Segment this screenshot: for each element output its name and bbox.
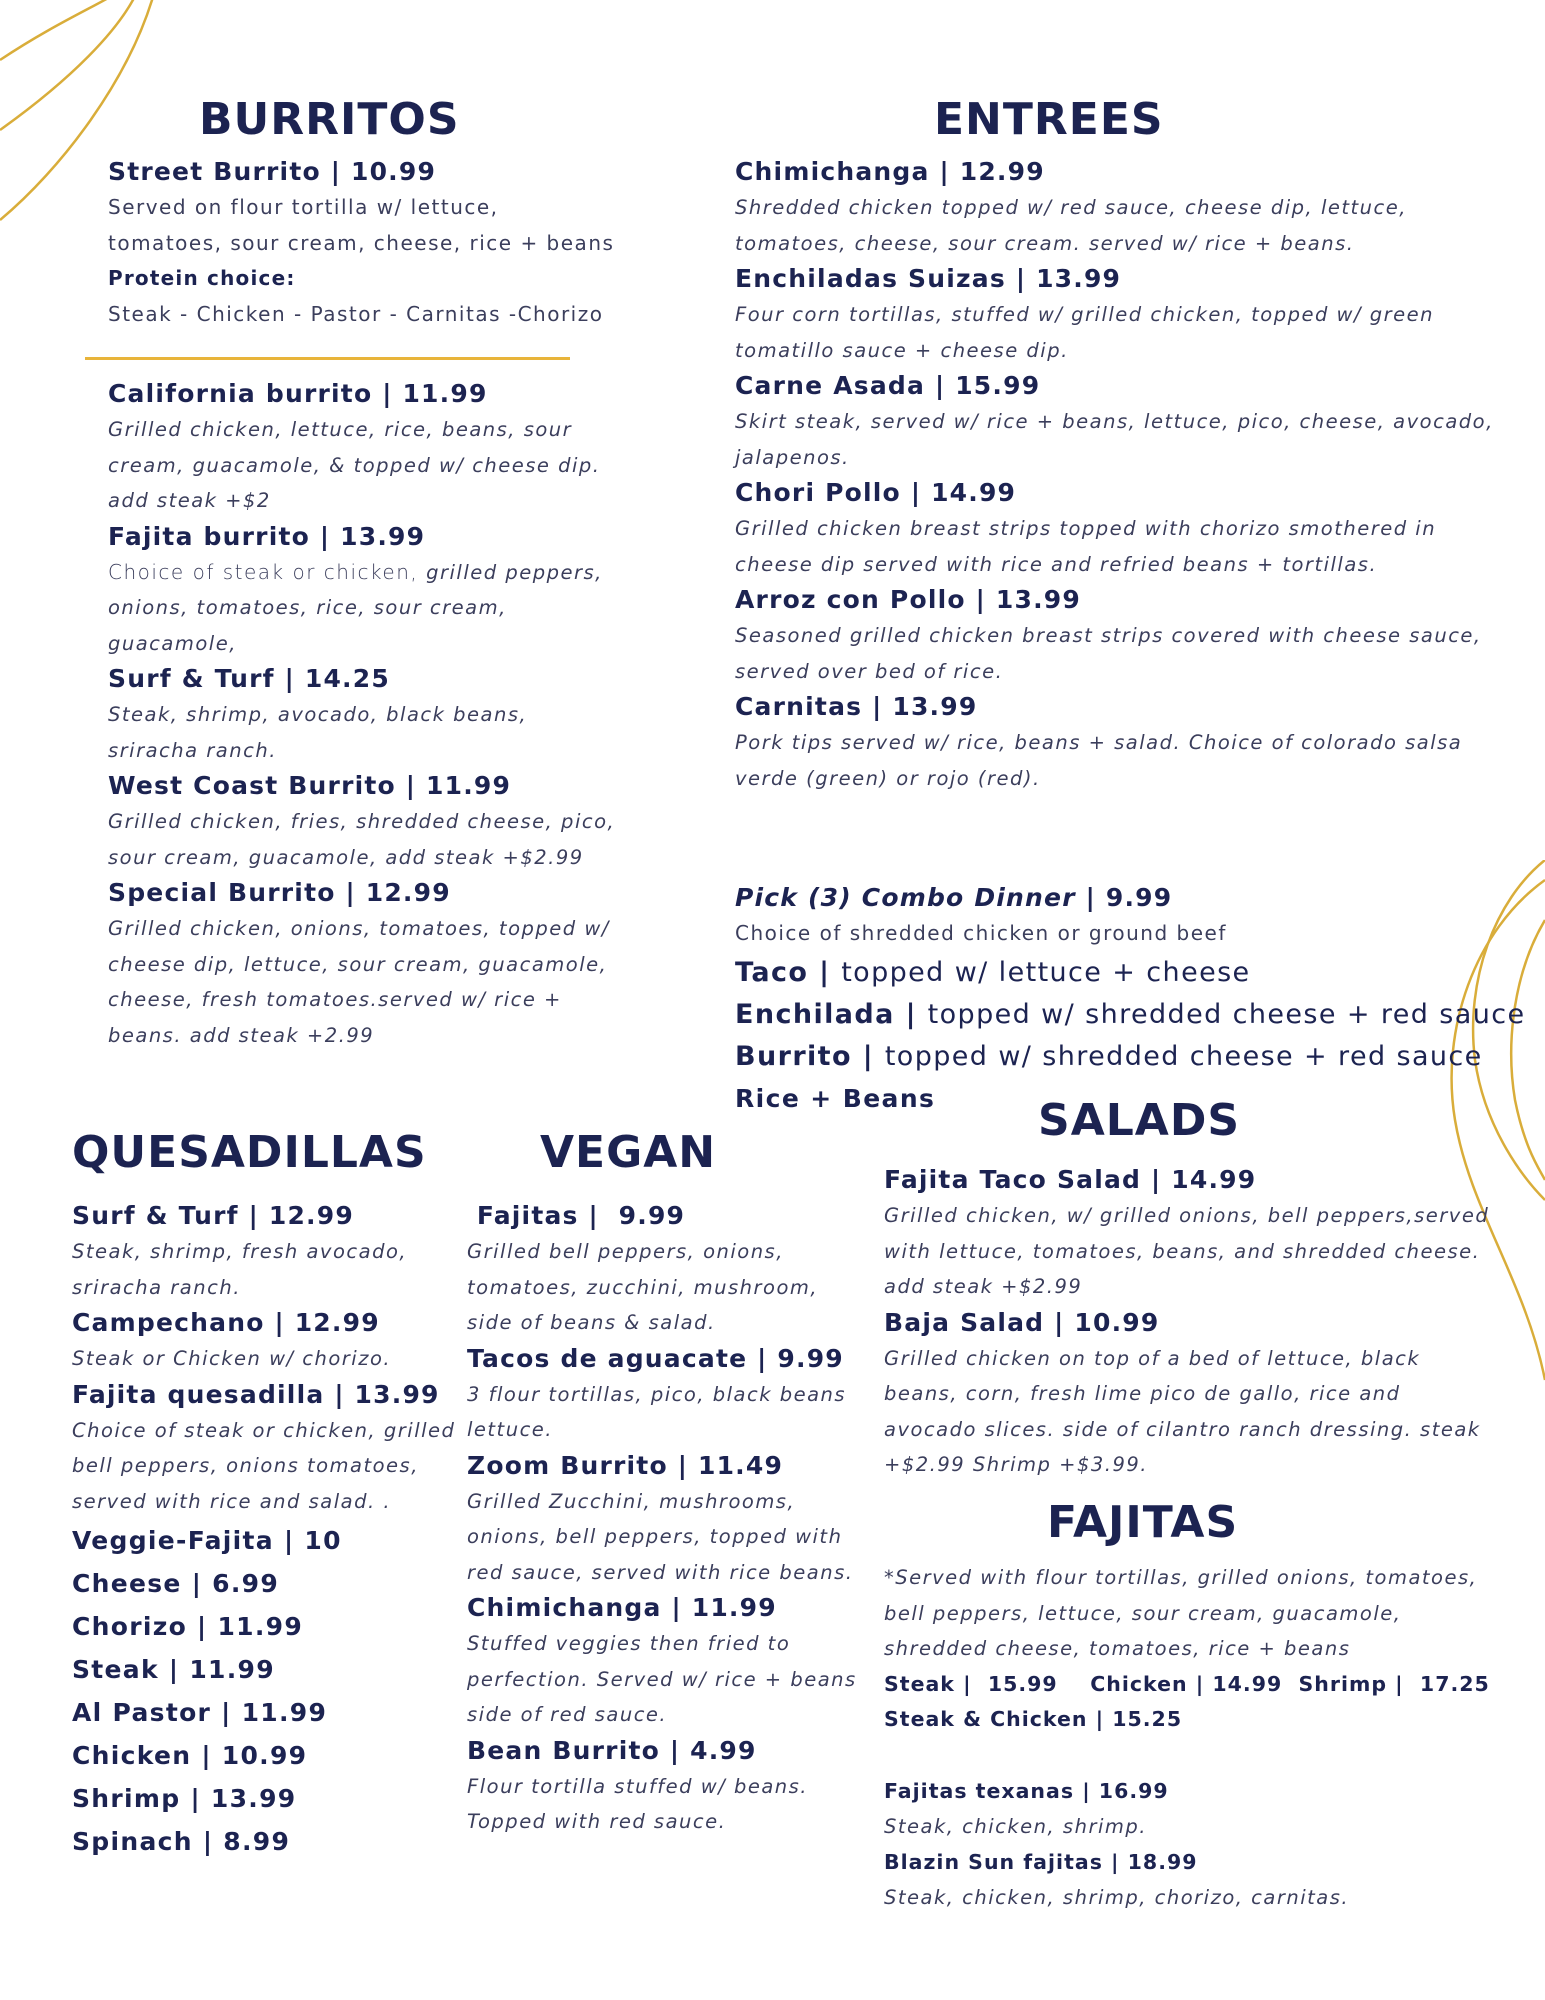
combo-line-label: Enchilada |: [735, 998, 928, 1030]
menu-item: [467, 1590, 867, 1733]
menu-item: [467, 1198, 867, 1341]
quesadilla-simple-item: Chicken | 10.99: [72, 1741, 308, 1770]
burritos-divider: [85, 357, 570, 360]
menu-item: [108, 376, 648, 519]
item-description: Grilled chicken on top of a bed of lettuce, black beans, corn, fresh lime pico de gallo, rice and avocado slices. side of cilantro ranch dressing. steak +$2.99 Shrimp +$3.99.: [884, 1346, 1481, 1476]
item-description-plain: Choice of steak or chicken,: [108, 559, 427, 584]
quesadilla-simple-item: Cheese | 6.99: [72, 1569, 280, 1598]
burritos-title: BURRITOS: [199, 94, 460, 145]
item-name: Surf & Turf | 12.99: [72, 1201, 354, 1230]
fajitas-description: *Served with flour tortillas, grilled onions, tomatoes, bell peppers, lettuce, sour cream, guacamole, shredded cheese, tomatoes, rice + beans: [884, 1566, 1478, 1660]
item-description: 3 flour tortillas, pico, black beans lettuce.: [467, 1382, 847, 1441]
burritos-items: [108, 376, 648, 1053]
item-description: Served on flour tortilla w/ lettuce, tomatoes, sour cream, cheese, rice + beans: [108, 195, 615, 255]
vegan-title: VEGAN: [540, 1127, 717, 1178]
protein-options: Steak - Chicken - Pastor - Carnitas -Chorizo: [108, 301, 604, 326]
menu-item: [735, 368, 1505, 475]
item-description: Grilled chicken, fries, shredded cheese, pico, sour cream, guacamole, add steak +$2.99: [108, 810, 616, 869]
item-name: Special Burrito | 12.99: [108, 878, 451, 907]
item-name: Carne Asada | 15.99: [735, 371, 1041, 400]
item-description: [108, 555, 628, 662]
menu-item: [108, 661, 648, 768]
item-name: Bean Burrito | 4.99: [467, 1735, 757, 1765]
item-description: Grilled bell peppers, onions, tomatoes, zucchini, mushroom, side of beans & salad.: [467, 1240, 819, 1334]
menu-item: [735, 475, 1505, 582]
item-description: Skirt steak, served w/ rice + beans, lettuce, pico, cheese, avocado, jalapenos.: [735, 410, 1494, 469]
item-description: Steak, shrimp, fresh avocado, sriracha ranch.: [72, 1240, 408, 1299]
item-name: Fajita quesadilla | 13.99: [72, 1379, 440, 1409]
item-description: Seasoned grilled chicken breast strips covered with cheese sauce, served over bed of rice.: [735, 624, 1482, 683]
menu-item: [108, 154, 638, 332]
item-name: Street Burrito | 10.99: [108, 157, 437, 186]
menu-item: [735, 582, 1505, 689]
item-name: Carnitas | 13.99: [735, 692, 978, 721]
item-description: Shredded chicken topped w/ red sauce, cheese dip, lettuce, tomatoes, cheese, sour cream. served w/ rice + beans.: [735, 196, 1407, 255]
combo-line-text: topped w/ shredded cheese + red sauce: [927, 998, 1526, 1030]
item-description: Steak or Chicken w/ chorizo.: [72, 1347, 392, 1370]
combo-name: Pick (3) Combo Dinner: [735, 883, 1076, 912]
menu-item: [735, 689, 1505, 796]
combo-line: [735, 994, 1526, 1036]
menu-item: [72, 1377, 462, 1520]
menu-item: [735, 154, 1505, 261]
item-name: Fajita Taco Salad | 14.99: [884, 1165, 1257, 1194]
item-name: Surf & Turf | 14.25: [108, 664, 390, 693]
item-description: Steak, shrimp, avocado, black beans, sriracha ranch.: [108, 703, 528, 762]
item-description: Choice of steak or chicken, grilled bell peppers, onions tomatoes, served with rice and salad. .: [72, 1418, 456, 1513]
vegan-column: [467, 1198, 867, 1840]
item-name: Campechano | 12.99: [72, 1308, 380, 1337]
item-name: Chimichanga | 11.99: [467, 1593, 777, 1622]
combo-description: Choice of shredded chicken or ground beef: [735, 921, 1227, 945]
item-name: Arroz con Pollo | 13.99: [735, 585, 1081, 614]
item-name: Baja Salad | 10.99: [884, 1307, 1160, 1337]
fajitas-prices: Steak & Chicken | 15.25: [884, 1707, 1183, 1731]
quesadillas-column: [72, 1198, 462, 1863]
quesadilla-simple-item: Shrimp | 13.99: [72, 1784, 297, 1813]
item-name: Chori Pollo | 14.99: [735, 478, 1017, 507]
item-name: Fajita burrito | 13.99: [108, 521, 426, 551]
item-description-italic: grilled peppers, onions, tomatoes, rice, sour cream, guacamole,: [108, 560, 603, 655]
item-description: Steak, chicken, shrimp.: [884, 1815, 1147, 1838]
item-name: Chimichanga | 12.99: [735, 157, 1045, 186]
salads-title: SALADS: [1038, 1095, 1241, 1146]
fajitas-prices: Steak | 15.99 Chicken | 14.99 Shrimp | 17.25: [884, 1671, 1490, 1696]
combo-line-label: Rice + Beans: [735, 1083, 936, 1113]
combo-section: [735, 880, 1526, 1120]
quesadilla-simple-item: Veggie-Fajita | 10: [72, 1526, 342, 1555]
combo-price: | 9.99: [1075, 883, 1173, 912]
item-name: West Coast Burrito | 11.99: [108, 771, 512, 800]
salads-column: [884, 1162, 1504, 1483]
item-description: Pork tips served w/ rice, beans + salad. Choice of colorado salsa verde (green) or rojo (red).: [735, 731, 1463, 790]
item-description: Four corn tortillas, stuffed w/ grilled chicken, topped w/ green tomatillo sauce + cheese dip.: [735, 303, 1434, 362]
menu-item: [884, 1774, 1504, 1845]
item-description: Grilled chicken, onions, tomatoes, topped w/ cheese dip, lettuce, sour cream, guacamole, cheese, fresh tomatoes.served w/ rice + beans. add steak +2.99: [108, 917, 610, 1047]
menu-item: [467, 1448, 867, 1591]
item-description: Grilled chicken, lettuce, rice, beans, sour cream, guacamole, & topped w/ cheese dip. add steak +$2: [108, 418, 601, 512]
menu-item: [72, 1305, 462, 1377]
item-name: California burrito | 11.99: [108, 379, 488, 408]
item-name: Zoom Burrito | 11.49: [467, 1450, 784, 1480]
item-description: Grilled chicken, w/ grilled onions, bell peppers,served with lettuce, tomatoes, beans, and shredded cheese. add steak +$2.99: [884, 1204, 1490, 1298]
fajitas-title: FAJITAS: [1047, 1497, 1239, 1548]
item-description: Flour tortilla stuffed w/ beans. Topped with red sauce.: [467, 1774, 809, 1833]
quesadilla-simple-item: Steak | 11.99: [72, 1655, 275, 1684]
item-name: Tacos de aguacate | 9.99: [467, 1343, 844, 1373]
quesadillas-title: QUESADILLAS: [72, 1127, 427, 1178]
combo-line-text: topped w/ shredded cheese + red sauce: [884, 1040, 1483, 1072]
menu-item: [884, 1305, 1504, 1483]
quesadilla-simple-item: Spinach | 8.99: [72, 1827, 291, 1856]
combo-line-label: Taco |: [735, 956, 842, 988]
combo-line: [735, 1036, 1483, 1078]
menu-item: [72, 1198, 462, 1305]
item-description: Stuffed veggies then fried to perfection. Served w/ rice + beans side of red sauce.: [467, 1632, 857, 1726]
menu-item: [108, 519, 648, 662]
item-name: Enchiladas Suizas | 13.99: [735, 264, 1122, 293]
burritos-column: [108, 154, 638, 332]
menu-item: [884, 1162, 1504, 1305]
item-description: Grilled Zucchini, mushrooms, onions, bell peppers, topped with red sauce, served with rice beans.: [467, 1489, 854, 1584]
item-description: Grilled chicken breast strips topped with chorizo smothered in cheese dip served with rice and refried beans + tortillas.: [735, 517, 1437, 576]
menu-item: [108, 768, 648, 875]
entrees-title: ENTREES: [934, 94, 1164, 145]
combo-line-label: Burrito |: [735, 1040, 885, 1072]
entrees-column: [735, 154, 1505, 796]
quesadilla-simple-item: Al Pastor | 11.99: [72, 1698, 328, 1727]
menu-item: [735, 261, 1505, 368]
item-description: Steak, chicken, shrimp, chorizo, carnitas.: [884, 1886, 1350, 1909]
combo-line: [735, 952, 1455, 994]
menu-item: [884, 1845, 1504, 1916]
item-name: Fajitas | 9.99: [467, 1201, 686, 1230]
item-name: Fajitas texanas | 16.99: [884, 1778, 1169, 1803]
item-name: Blazin Sun fajitas | 18.99: [884, 1849, 1198, 1874]
fajitas-column: [884, 1560, 1504, 1916]
combo-line-text: topped w/ lettuce + cheese: [841, 956, 1251, 988]
menu-item: [108, 875, 648, 1053]
menu-item: [467, 1733, 867, 1840]
combo-title: [735, 880, 1455, 916]
quesadilla-simple-item: Chorizo | 11.99: [72, 1612, 304, 1641]
protein-label: Protein choice:: [108, 266, 296, 290]
menu-item: [467, 1341, 867, 1448]
